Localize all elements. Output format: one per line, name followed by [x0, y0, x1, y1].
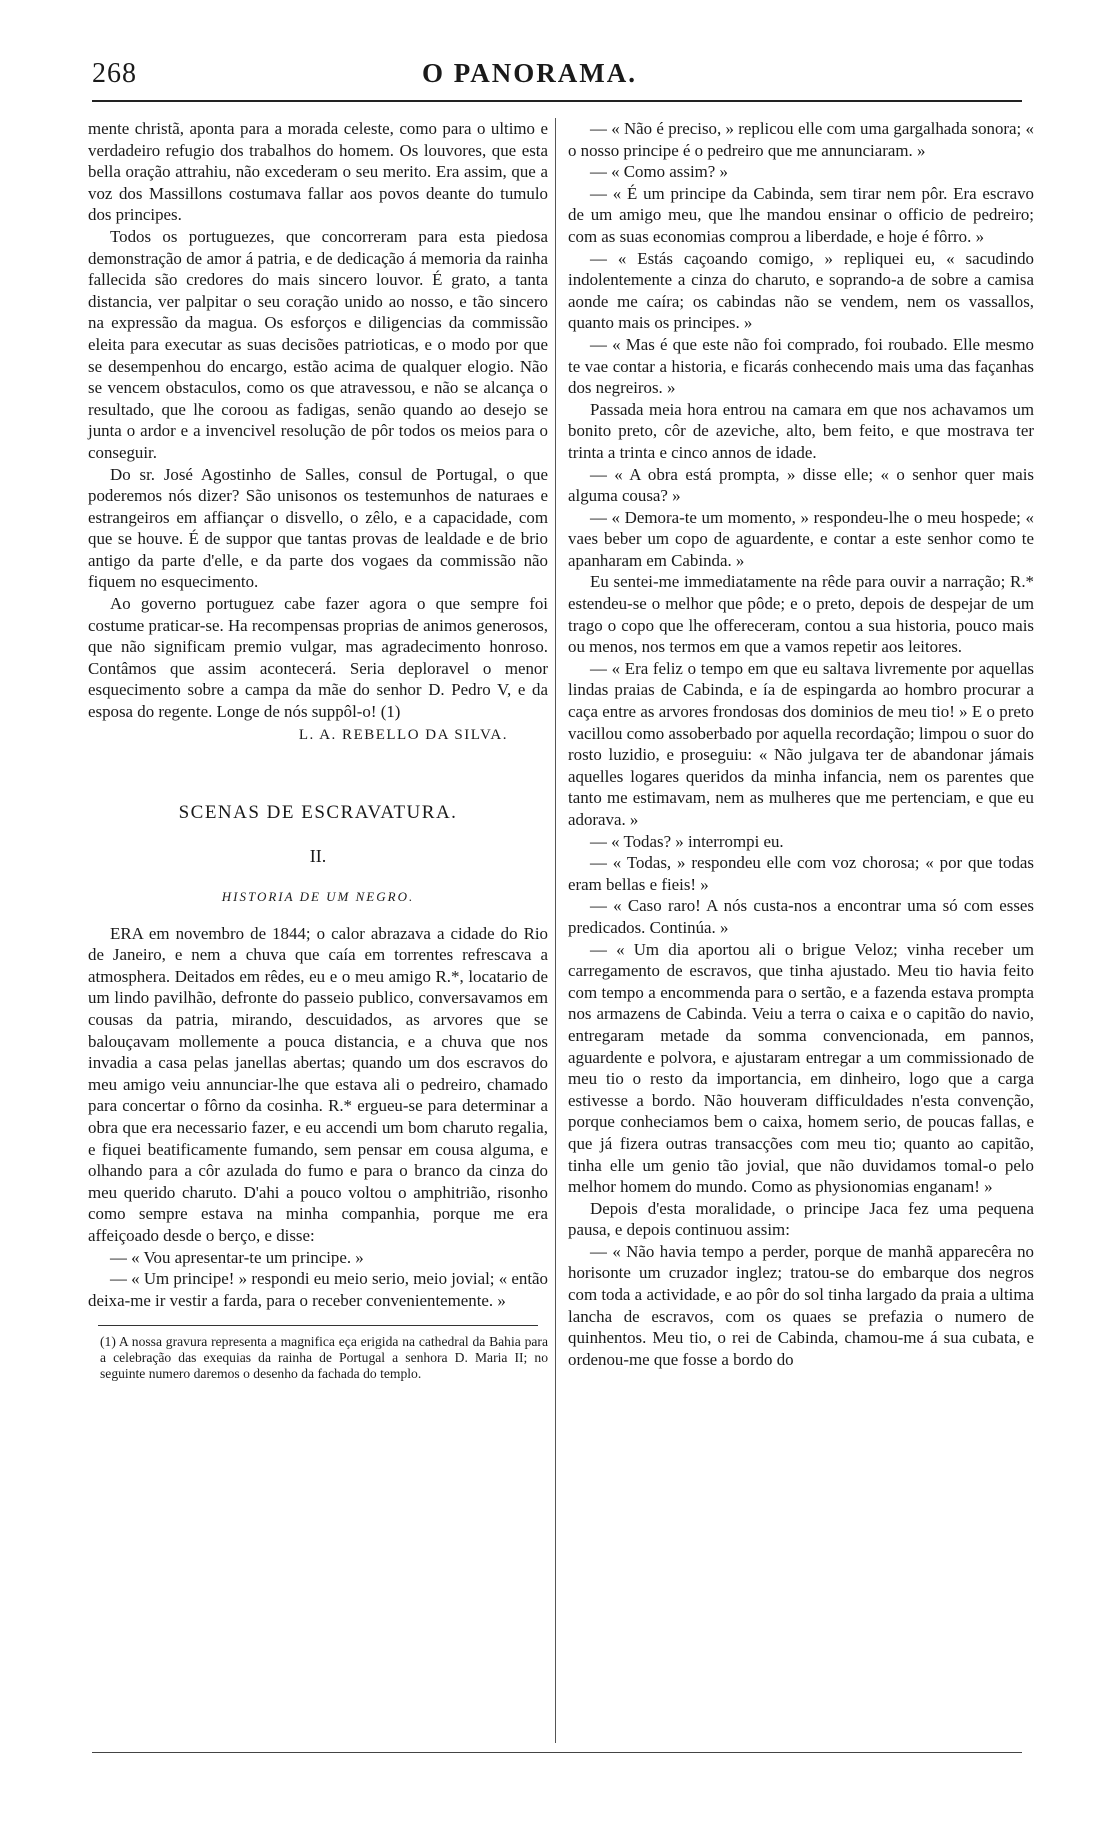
paragraph: — « Um dia aportou ali o brigue Veloz; vinha receber um carregamento de escravos, que tinha ajustado. Meu tio havia feito com tempo a encommenda para o sertão, e a fazenda estava prompta nos armazens de Cabinda. Veiu a terra o caixa e o capitão do navio, entregaram metade da somma convencionada, em pannos, aguardente e polvora, e ajustaram entregar a um commissionado de meu tio o resto da importancia, em dinheiro, logo que a carga estivesse a bordo. Não houveram difficuldades n'esta convenção, porque conheciamos bem o caixa, homem serio, de poucas fallas, e que já fizera outras transacções com meu tio; quanto ao capitão, tinha elle um genio tão jovial, que não duvidamos tomal-o pelo melhor homem do mundo. Como as physionomias enganam! »: [568, 939, 1034, 1197]
paragraph: — « Não é preciso, » replicou elle com uma gargalhada sonora; « o nosso principe é o pedreiro que me annunciaram. »: [568, 119, 1034, 160]
paragraph: Todos os portuguezes, que concorreram para esta piedosa demonstração de amor á patria, e de dedicação á memoria da rainha fallecida são credores do mais sincero louvor. É grato, a tanta distancia, ver palpitar o seu coração unido ao nosso, e tão sincero na expressão da magua. Os esforços e diligencias da commissão eleita para executar as suas decisões patrioticas, e o modo por que se desempenhou do encargo, estão acima de qualquer elogio. Não se vencem obstaculos, como os que atravessou, e não se alcança o resultado, que lhe coroou as fadigas, senão quando ao desejo se junta o ardor e a invencivel resolução de pôr todos os meios para o conseguir.: [88, 226, 548, 462]
paragraph: Do sr. José Agostinho de Salles, consul de Portugal, o que poderemos nós dizer? São unisonos os testemunhos de naturaes e estrangeiros em affiançar o disvello, o zêlo, e a capacidade, com que se houve. É de suppor que tantas provas de lealdade e de brio antigo da parte d'elle, e da parte dos vogaes da commissão não fiquem no esquecimento.: [88, 464, 548, 592]
paragraph: Ao governo portuguez cabe fazer agora o que sempre foi costume praticar-se. Ha recompensas proprias de animos generosos, que não significam premio vulgar, mas agradecimento honroso. Contâmos que assim acontecerá. Seria deploravel o menor esquecimento sobre a campa da mãe do senhor D. Pedro V, e da esposa do regente. Longe de nós suppôl-o! (1): [88, 594, 548, 722]
paragraph: — « Demora-te um momento, » respondeu-lhe o meu hospede; « vaes beber um copo de aguardente, e contar a este senhor como te apanharam em Cabinda. »: [568, 507, 1034, 570]
left-column: [88, 118, 548, 1382]
footnote: (1) A nossa gravura representa a magnifica eça erigida na cathedral da Bahia para a celebração das exequias da rainha de Portugal a senhora D. Maria II; no seguinte numero daremos o desenho da fachada do templo.: [100, 1334, 548, 1382]
page-header: [92, 58, 1032, 98]
paragraph: — « Vou apresentar-te um principe. »: [110, 1247, 364, 1267]
column-divider: [555, 118, 556, 1743]
paragraph: mente christã, aponta para a morada celeste, como para o ultimo e verdadeiro refugio dos trabalhos do homem. Os louvores, que esta bella oração attrahiu, não excederam o seu merito. Era assim, que a voz dos Massillons costumava fallar aos povos deante do tumulo dos principes.: [88, 119, 548, 225]
paragraph: — « Todas? » interrompi eu.: [590, 831, 784, 851]
journal-title: O PANORAMA.: [422, 58, 637, 88]
paragraph: — « É um principe da Cabinda, sem tirar nem pôr. Era escravo de um amigo meu, que lhe mandou ensinar o officio de pedreiro; com as suas economias comprou a liberdade, e hoje é fôrro. »: [568, 183, 1034, 246]
paragraph: Depois d'esta moralidade, o principe Jaca fez uma pequena pausa, e depois continuou assim:: [568, 1198, 1034, 1240]
paragraph: — « Como assim? »: [590, 162, 728, 182]
page-number: 268: [92, 58, 137, 89]
paragraph: — « Um principe! » respondi eu meio serio, meio jovial; « então deixa-me ir vestir a farda, para o receber convenientemente. »: [88, 1269, 548, 1310]
paragraph: — « Era feliz o tempo em que eu saltava livremente por aquellas lindas praias de Cabinda, e ía de espingarda ao hombro procurar a caça entre as arvores frondosas dos dominios de meu tio! » E o preto vacillou como assoberbado por aquella recordação; limpou o suor do rosto luzidio, e proseguiu: « Não julgava ter de abandonar jámais aquelles logares queridos da minha infancia, nem os parentes que tanto me estimavam, nem as mulheres que me pertenciam, e que eu adorava. »: [568, 658, 1034, 829]
paragraph: — « Todas, » respondeu elle com voz chorosa; « por que todas eram bellas e fieis! »: [568, 853, 1034, 894]
paragraph: Passada meia hora entrou na camara em que nos achavamos um bonito preto, côr de azeviche, alto, bem feito, e que mostrava ter trinta a trinta e cinco annos de idade.: [568, 399, 1034, 462]
bottom-rule: [92, 1752, 1022, 1753]
header-rule: [92, 100, 1022, 102]
section-subtitle: HISTORIA DE UM NEGRO.: [221, 888, 415, 904]
footnote-rule: [98, 1325, 538, 1326]
right-column: [568, 118, 1034, 1370]
paragraph: ERA em novembro de 1844; o calor abrazava a cidade do Rio de Janeiro, e nem a chuva que caía em torrentes refrescava a atmosphera. Deitados em rêdes, eu e o meu amigo R.*, locatario de um lindo pavilhão, defronte do passeio publico, conversavamos em cousas da patria, mirando, descuidados, as arvores que se balouçavam mollemente a pouca distancia, e a chuva que nos invadia a casa pelas janellas abertas; quando um dos escravos do meu amigo veiu annunciar-lhe que estava ali o pedreiro, chamado para concertar o fôrno da cosinha. R.* ergueu-se para determinar a obra que era necessario fazer, e eu accendi um bom charuto regalia, e fiquei beatificamente fumando, sem pensar em cousa alguma, e olhando para a côr azulada do fumo e para o branco da cinza do meu querido charuto. D'ahi a pouco voltou o amphitrião, risonho como sempre estava na minha companhia, porque me era affeiçoado desde o berço, e disse:: [88, 923, 548, 1245]
paragraph: — « Não havia tempo a perder, porque de manhã apparecêra no horisonte um cruzador inglez; tratou-se do embarque dos negros com toda a actividade, e ao pôr do sol tinha largado da praia a ultima lancha de escravos, com os quaes se prefazia o numero de quinhentos. Meu tio, o rei de Cabinda, chamou-me á sua cubata, e ordenou-me que fosse a bordo do: [568, 1241, 1034, 1369]
paragraph: — « Mas é que este não foi comprado, foi roubado. Elle mesmo te vae contar a historia, e ficarás conhecendo mais uma das façanhas dos negreiros. »: [568, 334, 1034, 398]
paragraph: — « Caso raro! A nós custa-nos a encontrar uma só com esses predicados. Continúa. »: [568, 896, 1034, 937]
paragraph: — « Estás caçoando comigo, » repliquei eu, « sacudindo indolentemente a cinza do charuto, e soprando-a de sobre a camisa aonde me caíra; os cabindas não se vendem, nem os vassallos, quanto mais os principes. »: [568, 248, 1034, 333]
author-signature: L. A. REBELLO DA SILVA.: [298, 726, 508, 743]
section-number: II.: [309, 845, 327, 866]
paragraph: Eu sentei-me immediatamente na rêde para ouvir a narração; R.* estendeu-se o melhor que pôde; e o preto, depois de despejar de um trago o copo que lhe offereceram, contou a sua historia, pouco mais ou menos, nos termos em que a vamos repetir aos leitores.: [568, 572, 1034, 657]
paragraph: — « A obra está prompta, » disse elle; « o senhor quer mais alguma cousa? »: [568, 464, 1034, 506]
section-title: SCENAS DE ESCRAVATURA.: [178, 801, 458, 823]
